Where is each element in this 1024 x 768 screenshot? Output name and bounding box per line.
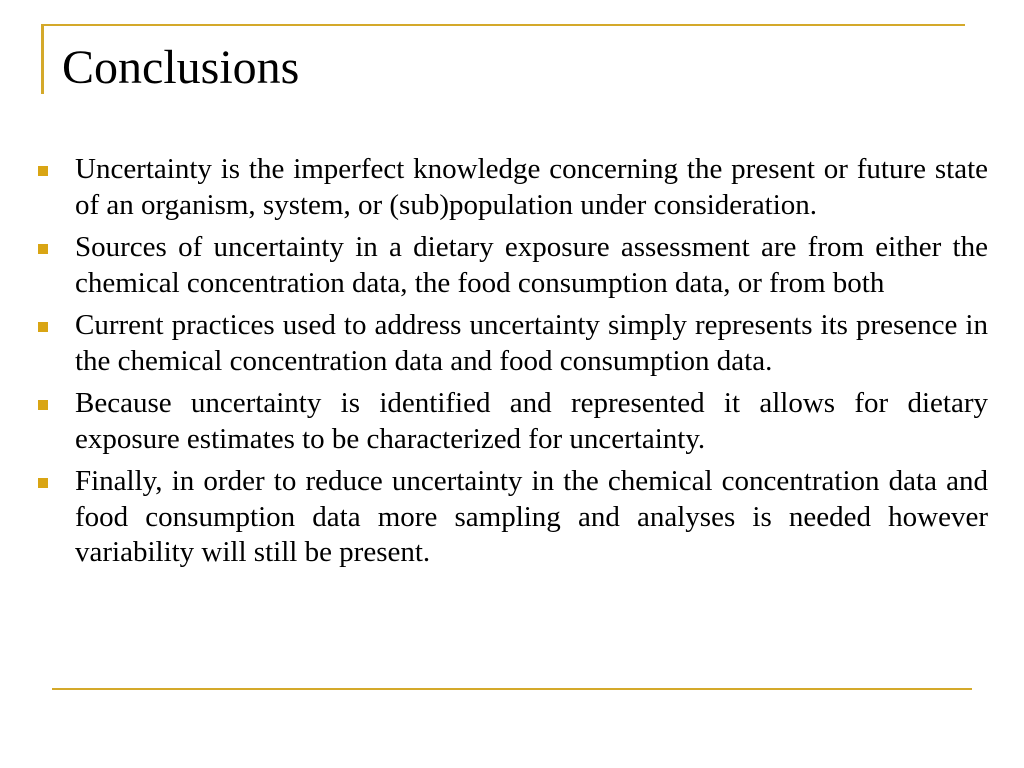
bullet-text: Finally, in order to reduce uncertainty in the chemical concentration data and food consumption data more sampling and analyses is needed however variability will still be present. (75, 465, 988, 568)
bullet-item-uncertainty-definition (0, 152, 988, 223)
bullet-item-characterized-estimates (0, 386, 988, 457)
bullet-list (0, 152, 1024, 578)
bullet-item-uncertainty-sources (0, 230, 988, 301)
square-bullet-icon (38, 166, 48, 176)
square-bullet-icon (38, 400, 48, 410)
bullet-text: Uncertainty is the imperfect knowledge concerning the present or future state of an organism, system, or (sub)population under consideration. (75, 153, 988, 221)
bottom-rule (52, 688, 972, 690)
bullet-text: Sources of uncertainty in a dietary exposure assessment are from either the chemical concentration data, the food consumption data, or from both (75, 231, 988, 299)
square-bullet-icon (38, 244, 48, 254)
bullet-text: Because uncertainty is identified and represented it allows for dietary exposure estimates to be characterized for uncertainty. (75, 387, 988, 455)
square-bullet-icon (38, 322, 48, 332)
title-frame-left-rule (41, 24, 44, 94)
bullet-item-current-practices (0, 308, 988, 379)
bullet-text: Current practices used to address uncertainty simply represents its presence in the chemical concentration data and food consumption data. (75, 309, 988, 377)
title-frame-top-rule (41, 24, 965, 26)
square-bullet-icon (38, 478, 48, 488)
slide-title: Conclusions (62, 41, 300, 94)
bullet-item-reduce-uncertainty (0, 464, 988, 571)
